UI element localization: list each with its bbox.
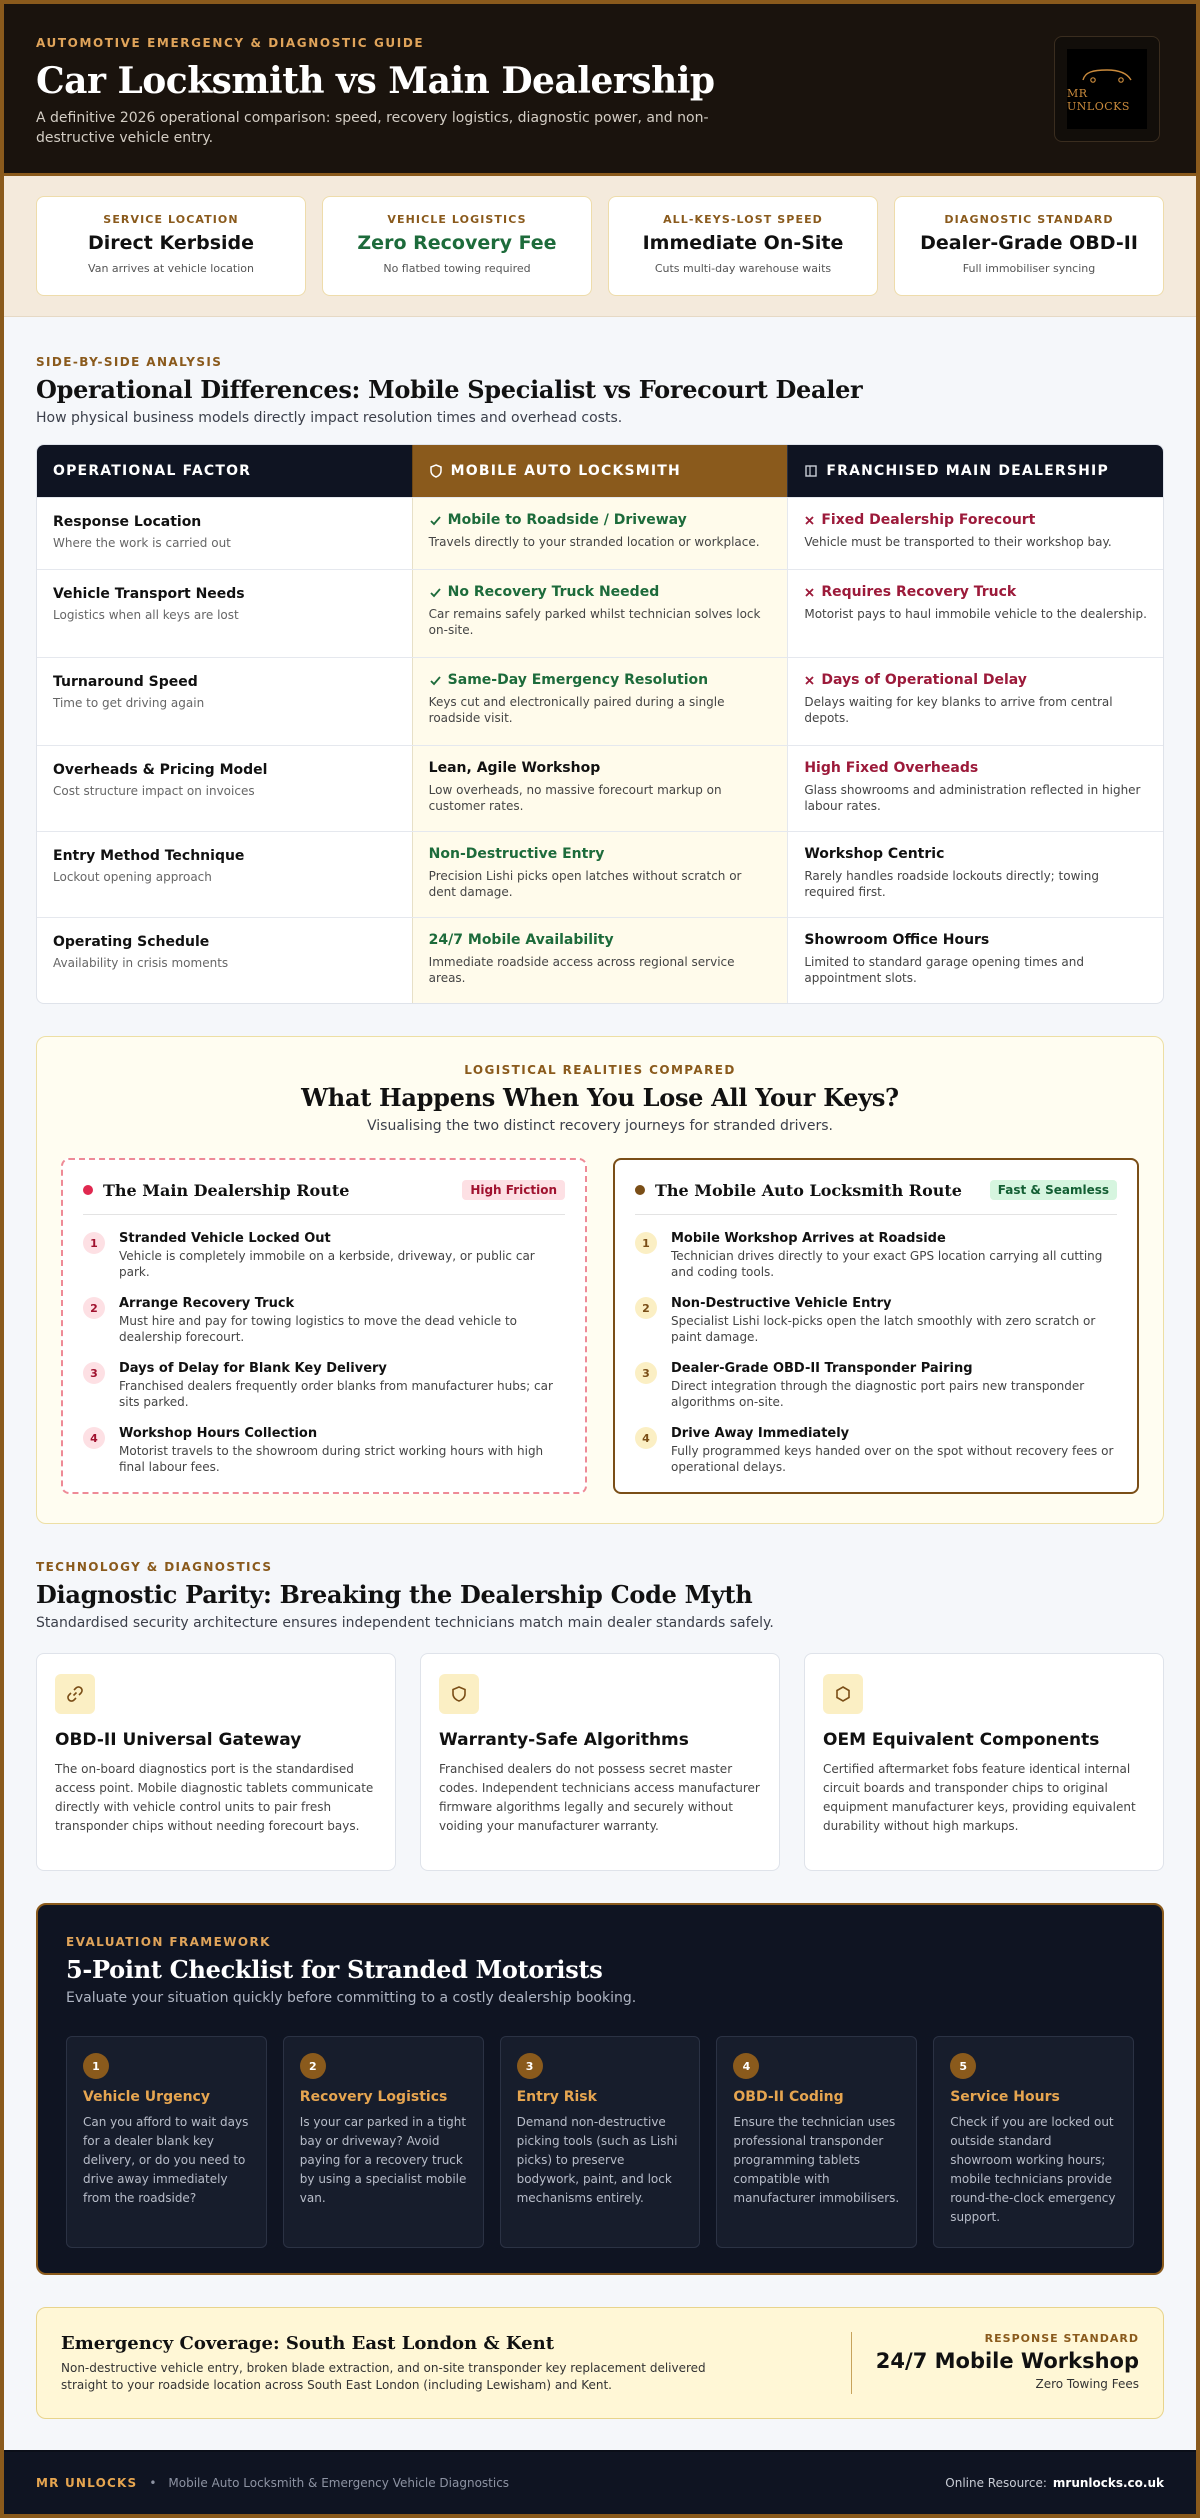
dealer-cell-title: Fixed Dealership Forecourt — [821, 512, 1036, 528]
factor-cell — [37, 832, 412, 917]
checklist-title: Service Hours — [950, 2089, 1060, 2105]
dealer-cell-title: Workshop Centric — [804, 846, 945, 862]
dealer-cell-detail: Vehicle must be transported to their workshop bay. — [804, 535, 1112, 549]
hexagon-icon — [823, 1674, 863, 1714]
route-step — [83, 1231, 565, 1280]
factor-title: Vehicle Transport Needs — [53, 586, 245, 602]
checklist-number: 3 — [517, 2053, 543, 2079]
shield-icon — [429, 464, 443, 478]
dealer-cell-title: Days of Operational Delay — [821, 672, 1027, 688]
checklist-card — [716, 2036, 917, 2248]
dealer-cell-title: High Fixed Overheads — [804, 760, 979, 776]
locksmith-route-card — [613, 1158, 1139, 1494]
factor-title: Turnaround Speed — [53, 674, 198, 690]
standard-sub: Zero Towing Fees — [1035, 2377, 1139, 2391]
comparison-table — [36, 444, 1164, 1004]
stat-card — [608, 196, 878, 296]
step-body — [671, 1426, 1117, 1475]
route-title: The Main Dealership Route — [103, 1180, 350, 1200]
dealer-route-card — [61, 1158, 587, 1494]
section-kicker: LOGISTICAL REALITIES COMPARED — [464, 1063, 736, 1077]
checklist-number: 1 — [83, 2053, 109, 2079]
locksmith-cell-detail: Keys cut and electronically paired during a single roadside visit. — [428, 695, 725, 725]
locksmith-cell-title-row — [429, 512, 772, 528]
stat-card — [894, 196, 1164, 296]
locksmith-cell — [412, 746, 788, 831]
table-row — [37, 497, 1163, 569]
checklist-title: OBD-II Coding — [733, 2089, 844, 2105]
cross-icon — [804, 515, 815, 526]
locksmith-cell-title: Same-Day Emergency Resolution — [447, 672, 709, 688]
card-title: OBD-II Universal Gateway — [55, 1730, 302, 1750]
section-subtitle: Visualising the two distinct recovery journeys for stranded drivers. — [367, 1118, 833, 1134]
checklist-title: Entry Risk — [516, 2089, 597, 2105]
step-body — [119, 1231, 565, 1280]
table-row — [37, 917, 1163, 1003]
stat-label: SERVICE LOCATION — [103, 213, 239, 226]
car-silhouette-icon — [1077, 66, 1137, 84]
card-body: Franchised dealers do not possess secret master codes. Independent technicians access manufacturer firmware algorithms legally and securely without voiding your manufacturer warranty. — [439, 1762, 760, 1833]
step-title: Arrange Recovery Truck — [119, 1296, 295, 1311]
seamless-badge: Fast & Seamless — [990, 1180, 1117, 1200]
section-title: What Happens When You Lose All Your Keys? — [301, 1083, 899, 1112]
dealer-cell-title-row — [804, 760, 1147, 776]
step-number: 1 — [635, 1232, 657, 1254]
column-header-label: MOBILE AUTO LOCKSMITH — [450, 463, 681, 479]
building-icon — [804, 464, 818, 478]
dealer-cell-detail: Limited to standard garage opening times and appointment slots. — [804, 955, 1084, 985]
dealer-cell-title-row — [804, 846, 1147, 862]
route-step — [83, 1426, 565, 1475]
brand-logo[interactable] — [1054, 36, 1160, 142]
coverage-title: Emergency Coverage: South East London & Kent — [61, 2332, 555, 2354]
step-body — [119, 1296, 565, 1345]
dealer-cell — [787, 570, 1163, 657]
column-header-factor — [37, 445, 412, 497]
step-detail: Specialist Lishi lock-picks open the latch smoothly with zero scratch or paint damage. — [671, 1314, 1096, 1344]
step-number: 4 — [83, 1427, 105, 1449]
checklist-card — [933, 2036, 1134, 2248]
step-body — [119, 1426, 565, 1475]
diagnostics-section — [4, 1524, 1196, 1871]
dealer-cell-detail: Delays waiting for key blanks to arrive from central depots. — [804, 695, 1113, 725]
step-detail: Vehicle is completely immobile on a kerbside, driveway, or public car park. — [119, 1249, 535, 1279]
locksmith-cell-detail: Precision Lishi picks open latches without scratch or dent damage. — [428, 869, 742, 899]
locksmith-cell-title: No Recovery Truck Needed — [447, 584, 660, 600]
dealer-cell-title-row — [804, 672, 1147, 688]
checklist-detail: Check if you are locked out outside standard showroom working hours; mobile technicians provide round-the-clock emergency support. — [950, 2115, 1116, 2224]
dealer-cell-title-row — [804, 584, 1147, 600]
step-title: Workshop Hours Collection — [119, 1426, 318, 1441]
cross-icon — [804, 675, 815, 686]
footer-website-link[interactable]: mrunlocks.co.uk — [1052, 2476, 1164, 2490]
route-header — [83, 1180, 565, 1215]
section-title: 5-Point Checklist for Stranded Motorists — [66, 1955, 603, 1984]
step-number: 3 — [635, 1362, 657, 1384]
stat-value: Immediate On-Site — [642, 232, 844, 254]
dealer-cell-title: Showroom Office Hours — [804, 932, 990, 948]
column-header-label: OPERATIONAL FACTOR — [53, 463, 252, 479]
dealer-cell — [787, 746, 1163, 831]
stat-card — [36, 196, 306, 296]
factor-cell — [37, 918, 412, 1003]
page-title: Car Locksmith vs Main Dealership — [36, 60, 715, 102]
hero-kicker: AUTOMOTIVE EMERGENCY & DIAGNOSTIC GUIDE — [36, 36, 425, 50]
factor-subtitle: Where the work is carried out — [53, 536, 231, 550]
factor-title: Response Location — [53, 514, 202, 530]
route-header — [635, 1180, 1117, 1215]
stat-label: VEHICLE LOGISTICS — [387, 213, 527, 226]
step-detail: Technician drives directly to your exact GPS location carrying all cutting and coding tools. — [671, 1249, 1103, 1279]
step-detail: Direct integration through the diagnostic port pairs new transponder algorithms on-site. — [671, 1379, 1085, 1409]
coverage-subtitle: Non-destructive vehicle entry, broken blade extraction, and on-site transponder key replacement delivered straight to your roadside location across South East London (including Lewisham) and Kent. — [61, 2360, 706, 2392]
coverage-banner — [36, 2307, 1164, 2419]
route-step — [635, 1426, 1117, 1475]
checklist-detail: Demand non-destructive picking tools (such as Lishi picks) to preserve bodywork, paint, and lock mechanisms entirely. — [516, 2115, 678, 2205]
footer — [4, 2450, 1196, 2514]
step-number: 2 — [635, 1297, 657, 1319]
locksmith-cell-title-row — [429, 584, 772, 600]
standard-value: 24/7 Mobile Workshop — [875, 2349, 1139, 2373]
column-header-dealer — [787, 445, 1163, 497]
step-title: Drive Away Immediately — [671, 1426, 850, 1441]
card-title: Warranty-Safe Algorithms — [439, 1730, 689, 1750]
step-title: Non-Destructive Vehicle Entry — [671, 1296, 892, 1311]
hero-header — [4, 4, 1196, 176]
stat-strip — [4, 176, 1196, 317]
factor-title: Entry Method Technique — [53, 848, 245, 864]
dealer-cell — [787, 498, 1163, 569]
section-subtitle: Evaluate your situation quickly before committing to a costly dealership booking. — [66, 1990, 637, 2006]
locksmith-cell-detail: Travels directly to your stranded location or workplace. — [428, 535, 760, 549]
red-dot-icon — [83, 1185, 93, 1195]
checklist-detail: Ensure the technician uses professional transponder programming tablets compatible with manufacturer immobilisers. — [733, 2115, 900, 2205]
locksmith-cell-title: Lean, Agile Workshop — [428, 760, 601, 776]
factor-subtitle: Availability in crisis moments — [53, 956, 229, 970]
factor-cell — [37, 570, 412, 657]
cross-icon — [804, 587, 815, 598]
diagnostic-card — [36, 1653, 396, 1871]
link-icon — [55, 1674, 95, 1714]
stat-value: Dealer-Grade OBD-II — [920, 232, 1138, 254]
column-header-locksmith — [412, 445, 788, 497]
dealer-cell-detail: Motorist pays to haul immobile vehicle to the dealership. — [804, 607, 1147, 621]
section-kicker: TECHNOLOGY & DIAGNOSTICS — [36, 1560, 273, 1574]
locksmith-cell — [412, 498, 788, 569]
stat-card — [322, 196, 592, 296]
step-body — [671, 1296, 1117, 1345]
coverage-info — [61, 2333, 851, 2394]
route-title: The Mobile Auto Locksmith Route — [655, 1180, 962, 1200]
factor-subtitle: Logistics when all keys are lost — [53, 608, 239, 622]
step-detail: Fully programmed keys handed over on the spot without recovery fees or operational delays. — [671, 1444, 1114, 1474]
stat-value: Direct Kerbside — [87, 232, 255, 254]
footer-brand: MR UNLOCKS — [36, 2476, 138, 2490]
step-number: 1 — [83, 1232, 105, 1254]
card-title: OEM Equivalent Components — [823, 1730, 1100, 1750]
checklist-detail: Is your car parked in a tight bay or driveway? Avoid paying for a recovery truck by using a specialist mobile van. — [299, 2115, 467, 2205]
step-detail: Motorist travels to the showroom during strict working hours with high final labour fees. — [119, 1444, 544, 1474]
stat-label: DIAGNOSTIC STANDARD — [944, 213, 1114, 226]
checklist-number: 5 — [950, 2053, 976, 2079]
locksmith-cell-title: 24/7 Mobile Availability — [428, 932, 614, 948]
section-kicker: SIDE-BY-SIDE ANALYSIS — [36, 355, 223, 369]
card-body: The on-board diagnostics port is the standardised access point. Mobile diagnostic tablets communicate directly with vehicle control units to pair fresh transponder chips without needing forecourt bays. — [55, 1762, 374, 1833]
checklist-panel — [36, 1903, 1164, 2275]
check-icon — [429, 674, 442, 687]
hero-subtitle: A definitive 2026 operational comparison: speed, recovery logistics, diagnostic power, and non-destructive vehicle entry. — [36, 110, 709, 146]
table-row — [37, 745, 1163, 831]
checklist-items — [66, 2036, 1134, 2248]
route-comparison — [61, 1158, 1139, 1494]
dealer-cell-title-row — [804, 932, 1147, 948]
check-icon — [429, 586, 442, 599]
diagnostic-card — [420, 1653, 780, 1871]
factor-subtitle: Time to get driving again — [53, 696, 205, 710]
table-body — [37, 497, 1163, 1003]
step-number: 2 — [83, 1297, 105, 1319]
stat-sub: Van arrives at vehicle location — [88, 262, 254, 275]
shield-icon — [439, 1674, 479, 1714]
section-subtitle: Standardised security architecture ensures independent technicians match main dealer standards safely. — [36, 1615, 774, 1631]
factor-cell — [37, 746, 412, 831]
table-header — [37, 445, 1163, 497]
checklist-card — [283, 2036, 484, 2248]
route-step — [635, 1361, 1117, 1410]
factor-cell — [37, 658, 412, 745]
section-title: Diagnostic Parity: Breaking the Dealership Code Myth — [36, 1580, 753, 1609]
checklist-title: Recovery Logistics — [299, 2089, 448, 2105]
dealer-cell-title: Requires Recovery Truck — [821, 584, 1017, 600]
section-title: Operational Differences: Mobile Specialist vs Forecourt Dealer — [36, 375, 863, 404]
locksmith-cell-title-row — [429, 760, 772, 776]
factor-subtitle: Cost structure impact on invoices — [53, 784, 255, 798]
factor-title: Overheads & Pricing Model — [53, 762, 268, 778]
checklist-card — [66, 2036, 267, 2248]
dealer-cell-title-row — [804, 512, 1147, 528]
section-kicker: EVALUATION FRAMEWORK — [66, 1935, 271, 1949]
diagnostic-cards — [36, 1653, 1164, 1871]
step-body — [671, 1361, 1117, 1410]
check-icon — [429, 514, 442, 527]
table-row — [37, 569, 1163, 657]
factor-subtitle: Lockout opening approach — [53, 870, 212, 884]
stat-label: ALL-KEYS-LOST SPEED — [663, 213, 823, 226]
diagnostic-card — [804, 1653, 1164, 1871]
footer-description: Mobile Auto Locksmith & Emergency Vehicle Diagnostics — [168, 2476, 510, 2490]
dealer-cell — [787, 658, 1163, 745]
checklist-number: 2 — [300, 2053, 326, 2079]
route-step — [83, 1361, 565, 1410]
step-body — [671, 1231, 1117, 1280]
locksmith-cell-title: Non-Destructive Entry — [428, 846, 605, 862]
locksmith-cell-detail: Car remains safely parked whilst technician solves lock on-site. — [428, 607, 761, 637]
standard-label: RESPONSE STANDARD — [984, 2332, 1139, 2345]
dealer-cell — [787, 918, 1163, 1003]
checklist-detail: Can you afford to wait days for a dealer blank key delivery, or do you need to drive away immediately from the roadside? — [83, 2115, 249, 2205]
footer-resource-label: Online Resource: — [945, 2476, 1047, 2490]
route-step — [635, 1231, 1117, 1280]
route-step — [83, 1296, 565, 1345]
locksmith-cell — [412, 570, 788, 657]
locksmith-cell-title: Mobile to Roadside / Driveway — [447, 512, 687, 528]
step-number: 4 — [635, 1427, 657, 1449]
checklist-number: 4 — [733, 2053, 759, 2079]
stat-sub: Full immobiliser syncing — [962, 262, 1096, 275]
checklist-title: Vehicle Urgency — [83, 2089, 210, 2105]
route-steps — [83, 1231, 565, 1475]
step-title: Stranded Vehicle Locked Out — [119, 1231, 331, 1246]
factor-title: Operating Schedule — [53, 934, 210, 950]
locksmith-cell-title-row — [429, 932, 772, 948]
locksmith-cell — [412, 918, 788, 1003]
response-standard — [851, 2332, 1139, 2394]
step-title: Dealer-Grade OBD-II Transponder Pairing — [671, 1361, 973, 1376]
footer-separator: • — [149, 2476, 157, 2490]
step-detail: Franchised dealers frequently order blanks from manufacturer hubs; car sits parked. — [119, 1379, 553, 1409]
stat-value: Zero Recovery Fee — [357, 232, 557, 254]
brown-dot-icon — [635, 1185, 645, 1195]
table-row — [37, 657, 1163, 745]
locksmith-cell — [412, 832, 788, 917]
step-detail: Must hire and pay for towing logistics to move the dead vehicle to dealership forecourt. — [119, 1314, 518, 1344]
lost-keys-panel — [36, 1036, 1164, 1524]
locksmith-cell — [412, 658, 788, 745]
dealer-cell — [787, 832, 1163, 917]
friction-badge: High Friction — [462, 1180, 565, 1200]
locksmith-cell-title-row — [429, 672, 772, 688]
step-title: Mobile Workshop Arrives at Roadside — [671, 1231, 946, 1246]
stat-sub: Cuts multi-day warehouse waits — [654, 262, 832, 275]
locksmith-cell-detail: Low overheads, no massive forecourt markup on customer rates. — [428, 783, 722, 813]
route-steps — [635, 1231, 1117, 1475]
card-body: Certified aftermarket fobs feature identical internal circuit boards and transponder chips to original equipment manufacturer keys, providing equivalent durability without high markups. — [823, 1762, 1136, 1833]
table-row — [37, 831, 1163, 917]
locksmith-cell-detail: Immediate roadside access across regional service areas. — [428, 955, 735, 985]
comparison-section — [4, 317, 1196, 1004]
section-subtitle: How physical business models directly impact resolution times and overhead costs. — [36, 410, 623, 426]
locksmith-cell-title-row — [429, 846, 772, 862]
route-step — [635, 1296, 1117, 1345]
dealer-cell-detail: Rarely handles roadside lockouts directly; towing required first. — [804, 869, 1099, 899]
column-header-label: FRANCHISED MAIN DEALERSHIP — [826, 463, 1109, 479]
logo-mark — [1067, 49, 1147, 129]
dealer-cell-detail: Glass showrooms and administration reflected in higher labour rates. — [804, 783, 1141, 813]
logo-text: MR UNLOCKS — [1067, 86, 1130, 113]
stat-sub: No flatbed towing required — [383, 262, 531, 275]
checklist-card — [500, 2036, 701, 2248]
factor-cell — [37, 498, 412, 569]
step-body — [119, 1361, 565, 1410]
step-title: Days of Delay for Blank Key Delivery — [119, 1361, 387, 1376]
step-number: 3 — [83, 1362, 105, 1384]
